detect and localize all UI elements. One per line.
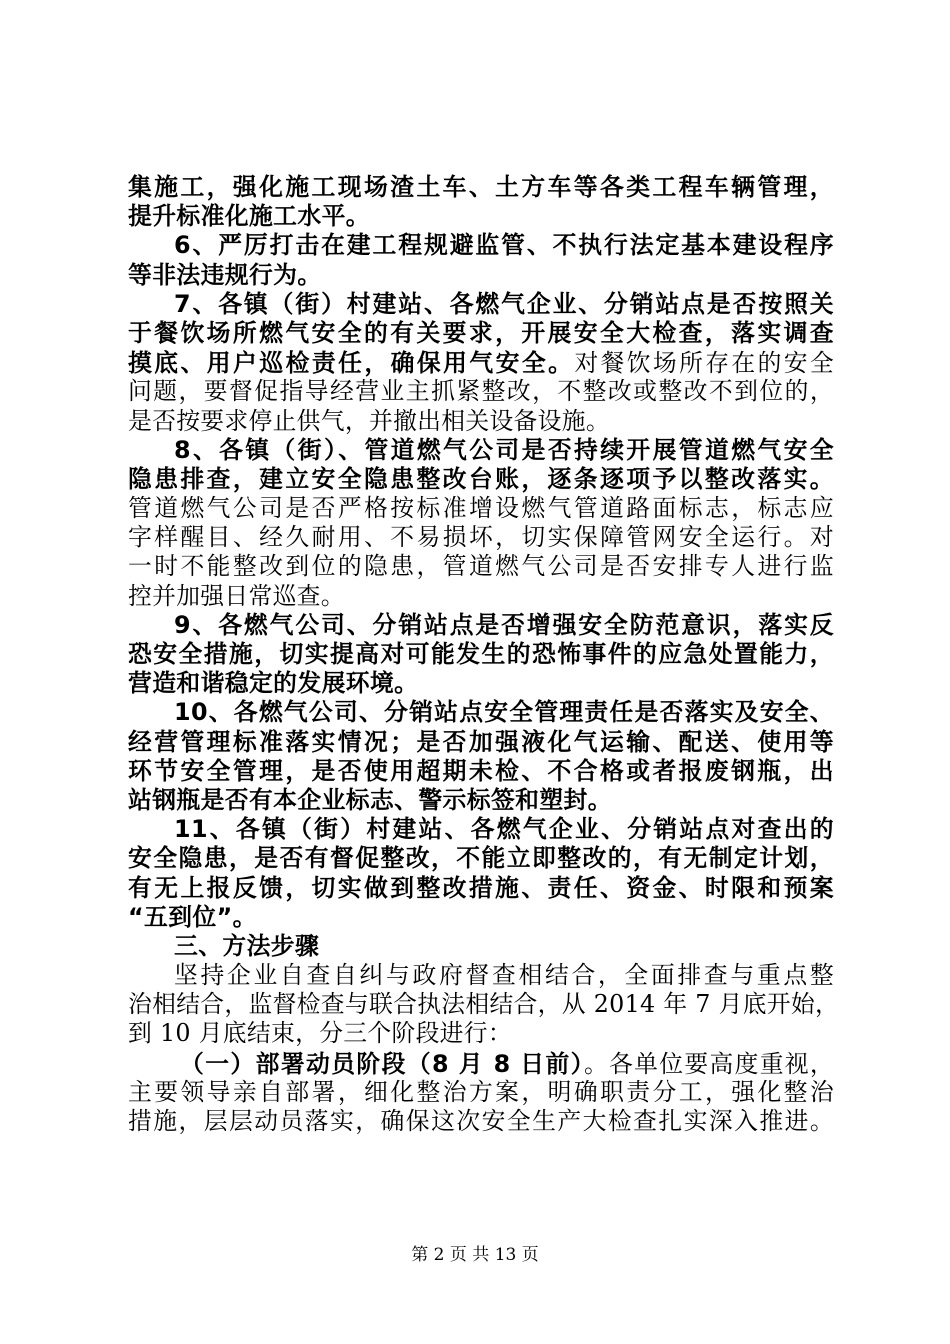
text-line: 一时不能整改到位的隐患，管道燃气公司是否安排专人进行监 xyxy=(128,552,834,581)
text-line: 恐安全措施，切实提高对可能发生的恐怖事件的应急处置能力， xyxy=(128,640,834,668)
text-line: “五到位”。 xyxy=(128,902,257,931)
text-line: 站钢瓶是否有本企业标志、警示标签和塑封。 xyxy=(128,785,612,814)
bold-text: 摸底、用户巡检责任，确保用气安全。 xyxy=(128,349,575,378)
text-line: 11、各镇（街）村建站、各燃气企业、分销站点对查出的 xyxy=(174,815,834,844)
paragraph-p-method xyxy=(128,961,840,1049)
paragraph-h3 xyxy=(128,932,834,961)
text-line: 隐患排查，建立安全隐患整改台账，逐条逐项予以整改落实。 xyxy=(128,464,834,493)
text-line: 7、各镇（街）村建站、各燃气企业、分销站点是否按照关 xyxy=(174,289,834,318)
regular-text: 。各单位要高度重视， xyxy=(583,1049,835,1078)
paragraph-p10 xyxy=(128,698,834,815)
text-line: 主要领导亲自部署，细化整治方案，明确职责分工，强化整治 xyxy=(128,1077,834,1106)
text-line: 治相结合，监督检查与联合执法相结合，从 2014 年 7 月底开始， xyxy=(128,990,840,1019)
text-line: 提升标准化施工水平。 xyxy=(128,202,370,231)
text-line: 有无上报反馈，切实做到整改措施、责任、资金、时限和预案 xyxy=(128,873,834,902)
document-body xyxy=(128,173,840,1136)
text-line: 坚持企业自查自纠与政府督查相结合，全面排查与重点整 xyxy=(174,961,834,990)
text-line: 9、各燃气公司、分销站点是否增强安全防范意识，落实反 xyxy=(174,610,834,639)
page-footer: 第 2 页 共 13 页 xyxy=(411,1245,539,1265)
paragraph-p6 xyxy=(128,231,834,289)
text-line xyxy=(128,348,834,377)
text-line xyxy=(128,1049,834,1078)
paragraph-p11 xyxy=(128,815,834,932)
paragraph-p9 xyxy=(128,611,834,699)
text-line: 措施，层层动员落实，确保这次安全生产大检查扎实深入推进。 xyxy=(128,1107,834,1135)
text-line: 环节安全管理，是否使用超期未检、不合格或者报废钢瓶，出 xyxy=(128,756,834,785)
paragraph-p-cont xyxy=(128,173,834,231)
paragraph-p8 xyxy=(128,436,834,611)
text-line: 6、严厉打击在建工程规避监管、不执行法定基本建设程序 xyxy=(174,231,834,260)
text-line: 经营管理标准落实情况；是否加强液化气运输、配送、使用等 xyxy=(128,727,834,756)
text-line: 于餐饮场所燃气安全的有关要求，开展安全大检查，落实调查 xyxy=(128,318,834,347)
text-line: 安全隐患，是否有督促整改，不能立即整改的，有无制定计划， xyxy=(128,844,834,873)
text-line: 到 10 月底结束，分三个阶段进行： xyxy=(128,1019,512,1048)
text-line: 控并加强日常巡查。 xyxy=(128,581,345,610)
text-line: 营造和谐稳定的发展环境。 xyxy=(128,669,419,698)
text-line: 10、各燃气公司、分销站点安全管理责任是否落实及安全、 xyxy=(174,698,834,727)
text-line: 等非法违规行为。 xyxy=(128,260,322,289)
text-line: 字样醒目、经久耐用、不易损坏，切实保障管网安全运行。对 xyxy=(128,523,834,552)
text-line: 管道燃气公司是否严格按标准增设燃气管道路面标志，标志应 xyxy=(128,494,834,523)
text-line: 三、方法步骤 xyxy=(174,931,320,960)
bold-text: （一）部署动员阶段（8 月 8 日前） xyxy=(180,1049,584,1078)
paragraph-p-stage1 xyxy=(128,1049,834,1137)
paragraph-p7 xyxy=(128,290,834,436)
text-line: 问题，要督促指导经营业主抓紧整改，不整改或整改不到位的， xyxy=(128,377,834,406)
text-line: 是否按要求停止供气，并撤出相关设备设施。 xyxy=(128,406,610,435)
regular-text: 对餐饮场所存在的安全 xyxy=(574,349,834,378)
text-line: 8、各镇（街）、管道燃气公司是否持续开展管道燃气安全 xyxy=(174,435,834,464)
text-line: 集施工，强化施工现场渣土车、土方车等各类工程车辆管理， xyxy=(128,173,834,201)
